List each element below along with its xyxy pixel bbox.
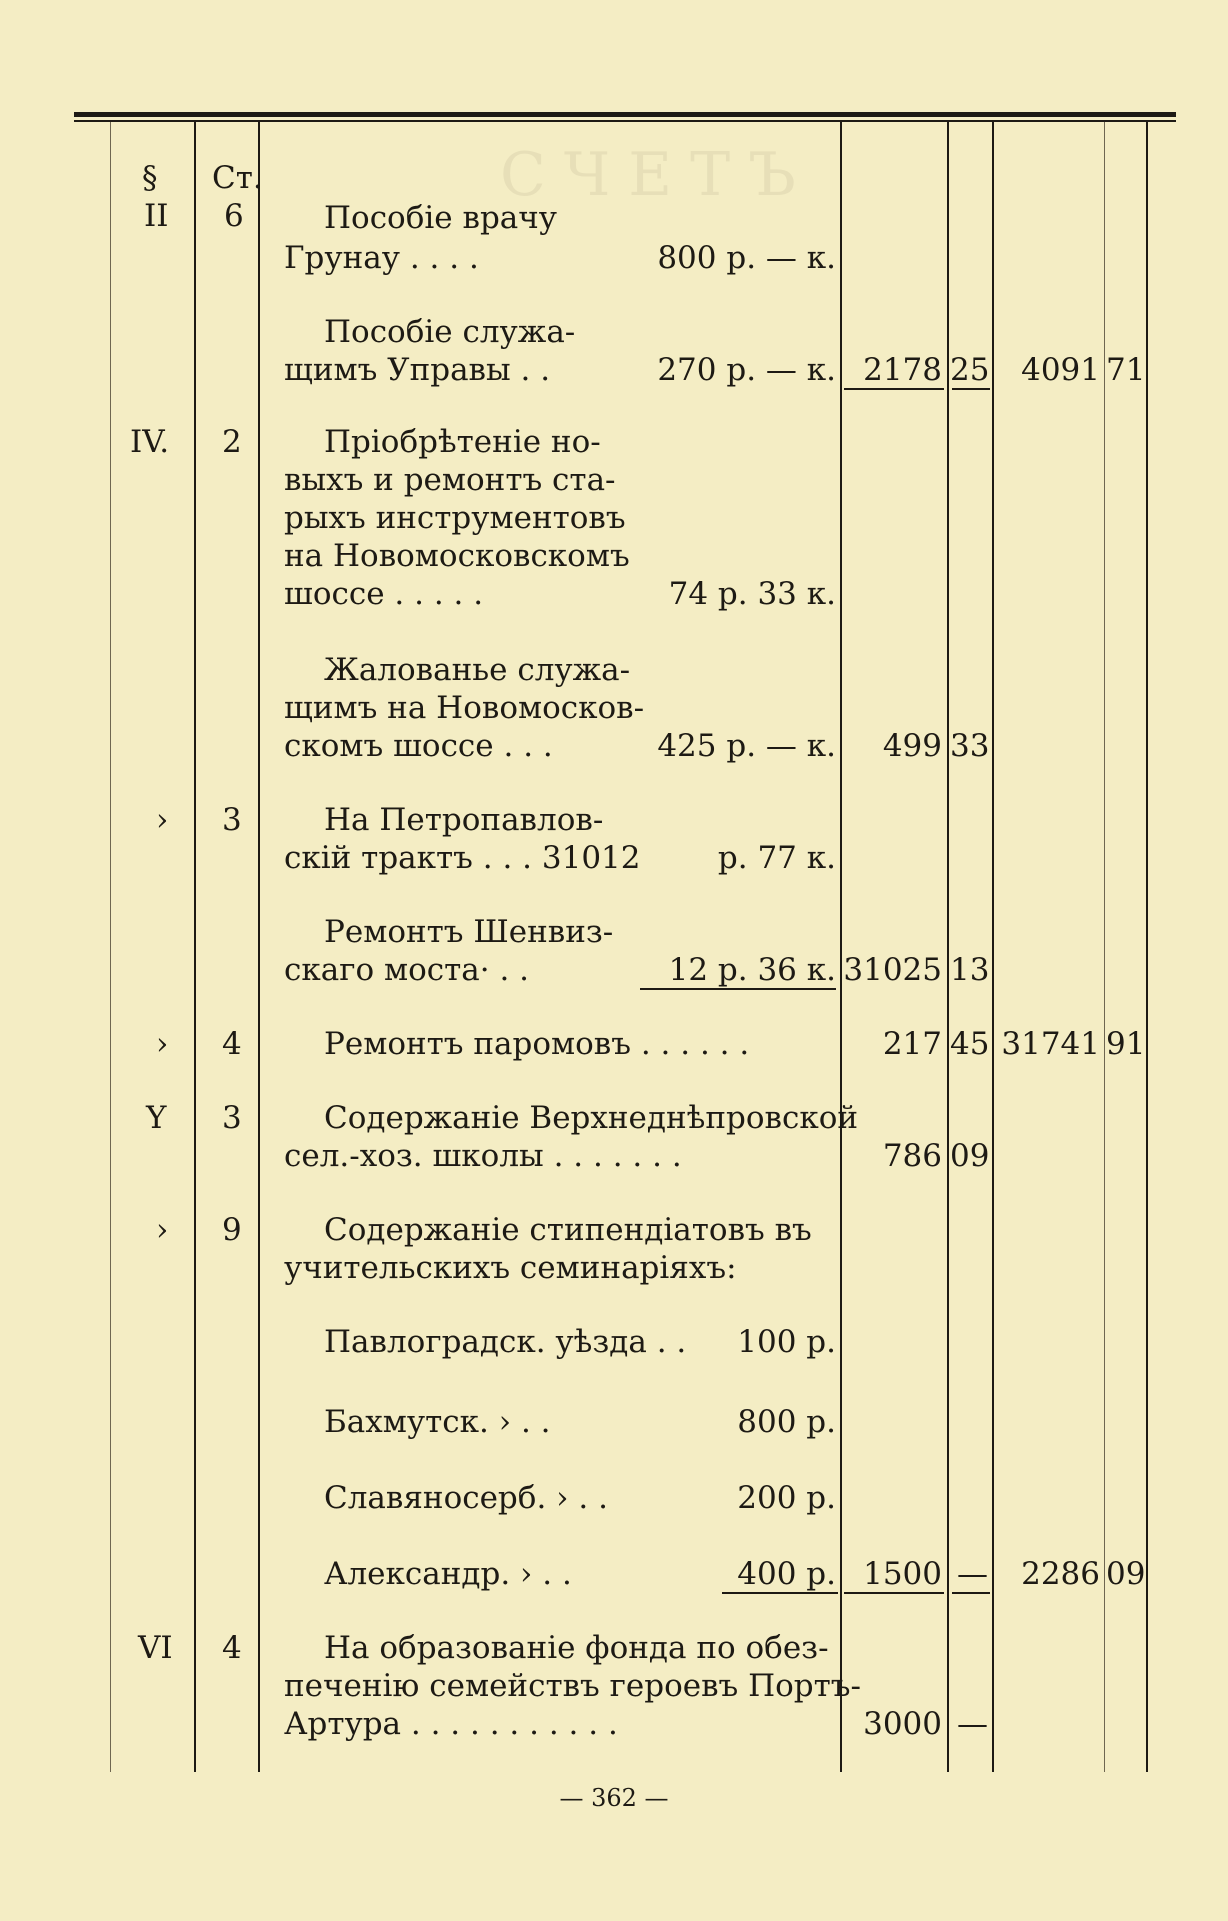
section-number: Y [146, 1100, 167, 1136]
item-text: на Новомосковскомъ [284, 538, 630, 574]
item-amount: 74 р. 33 к. [668, 576, 836, 612]
grand-total-rubles: 31741 [1001, 1026, 1100, 1062]
item-amount: 100 р. [737, 1324, 836, 1360]
grand-total-kopecks: 71 [1106, 352, 1146, 388]
item-name: Славяносерб. › . . [324, 1480, 608, 1516]
column-line [194, 122, 196, 1772]
item-text: скомъ шоссе . . . [284, 728, 553, 764]
item-text: Содержаніе стипендіатовъ въ [324, 1212, 812, 1248]
subtotal-kopecks: 13 [950, 952, 990, 988]
subtotal-kopecks: — [957, 1706, 988, 1742]
top-rule-thick [74, 112, 1176, 117]
column-line [1146, 122, 1148, 1772]
subtotal-rubles: 1500 [863, 1556, 942, 1592]
section-number: II [144, 198, 169, 234]
grand-total-kopecks: 91 [1106, 1026, 1146, 1062]
article-number: 9 [222, 1212, 242, 1248]
subtotal-kopecks: 33 [950, 728, 990, 764]
item-text: шоссе . . . . . [284, 576, 484, 612]
article-number: 4 [222, 1630, 242, 1666]
item-text: Пріобрѣтеніе но- [324, 424, 601, 460]
article-number: 3 [222, 802, 242, 838]
section-number: VI [138, 1630, 173, 1666]
item-text: На Петропавлов- [324, 802, 604, 838]
item-text: Артура . . . . . . . . . . . [284, 1706, 618, 1742]
item-amount: 400 р. [737, 1556, 836, 1592]
subtotal-rubles: 786 [882, 1138, 942, 1174]
item-amount: 800 р. — к. [657, 240, 836, 276]
item-text: Ремонтъ Шенвиз- [324, 914, 614, 950]
item-text: Пособіе служа- [324, 314, 576, 350]
subtotal-rubles: 2178 [863, 352, 942, 388]
item-text: скаго моста· . . [284, 952, 530, 988]
subtotal-rubles: 499 [882, 728, 942, 764]
column-line [992, 122, 994, 1772]
article-number: 3 [222, 1100, 242, 1136]
item-amount: 800 р. [737, 1404, 836, 1440]
subtotal-kopecks: 09 [950, 1138, 990, 1174]
column-line [947, 122, 949, 1772]
article-number: 6 [224, 198, 244, 234]
item-text: Грунау . . . . [284, 240, 479, 276]
column-line [258, 122, 260, 1772]
grand-total-rubles: 4091 [1021, 352, 1100, 388]
item-amount: 200 р. [737, 1480, 836, 1516]
page-number: — 362 — [559, 1784, 669, 1812]
item-text: сел.-хоз. школы . . . . . . . [284, 1138, 682, 1174]
item-text: щимъ на Новомосков- [284, 690, 645, 726]
item-name: Александр. › . . [324, 1556, 572, 1592]
subtotal-rubles: 217 [882, 1026, 942, 1062]
subtotal-rubles: 31025 [843, 952, 942, 988]
item-amount: 270 р. — к. [657, 352, 836, 388]
item-text: На образованіе фонда по обез- [324, 1630, 829, 1666]
subtotal-kopecks: 45 [950, 1026, 990, 1062]
article-number: 4 [222, 1026, 242, 1062]
sum-underline [640, 988, 836, 990]
item-text: Жалованье служа- [324, 652, 631, 688]
item-text: печенію семействъ героевъ Портъ- [284, 1668, 861, 1704]
top-rule-thin [74, 120, 1176, 122]
subtotal-kopecks: — [957, 1556, 988, 1592]
ditto-mark: › [156, 802, 169, 838]
item-text: рыхъ инструментовъ [284, 500, 626, 536]
sum-underline [722, 1592, 838, 1594]
item-text: Пособіе врачу [324, 200, 558, 236]
item-name: Бахмутск. › . . [324, 1404, 551, 1440]
item-text: Содержаніе Верхнеднѣпровской [324, 1100, 859, 1136]
item-text: выхъ и ремонтъ ста- [284, 462, 616, 498]
item-amount: р. 77 к. [717, 840, 836, 876]
subtotal-rubles: 3000 [863, 1706, 942, 1742]
item-name: Павлоградск. уѣзда . . [324, 1324, 687, 1360]
subtotal-kopecks: 25 [950, 352, 990, 388]
section-header: § [142, 160, 158, 196]
article-header: Ст. [212, 160, 263, 196]
grand-total-rubles: 2286 [1021, 1556, 1100, 1592]
section-number: IV. [130, 424, 170, 460]
item-text: учительскихъ семинаріяхъ: [284, 1250, 737, 1286]
column-line [1104, 122, 1105, 1772]
ditto-mark: › [156, 1026, 169, 1062]
column-line [840, 122, 842, 1772]
item-text: щимъ Управы . . [284, 352, 551, 388]
column-line [110, 122, 111, 1772]
article-number: 2 [222, 424, 242, 460]
grand-total-kopecks: 09 [1106, 1556, 1146, 1592]
bleed-through-text: СЧЕТЪ [500, 140, 814, 210]
ditto-mark: › [156, 1212, 169, 1248]
item-amount: 425 р. — к. [657, 728, 836, 764]
item-text: Ремонтъ паромовъ . . . . . . [324, 1026, 750, 1062]
item-text: скій трактъ . . . 31012 [284, 840, 641, 876]
item-amount: 12 р. 36 к. [668, 952, 836, 988]
